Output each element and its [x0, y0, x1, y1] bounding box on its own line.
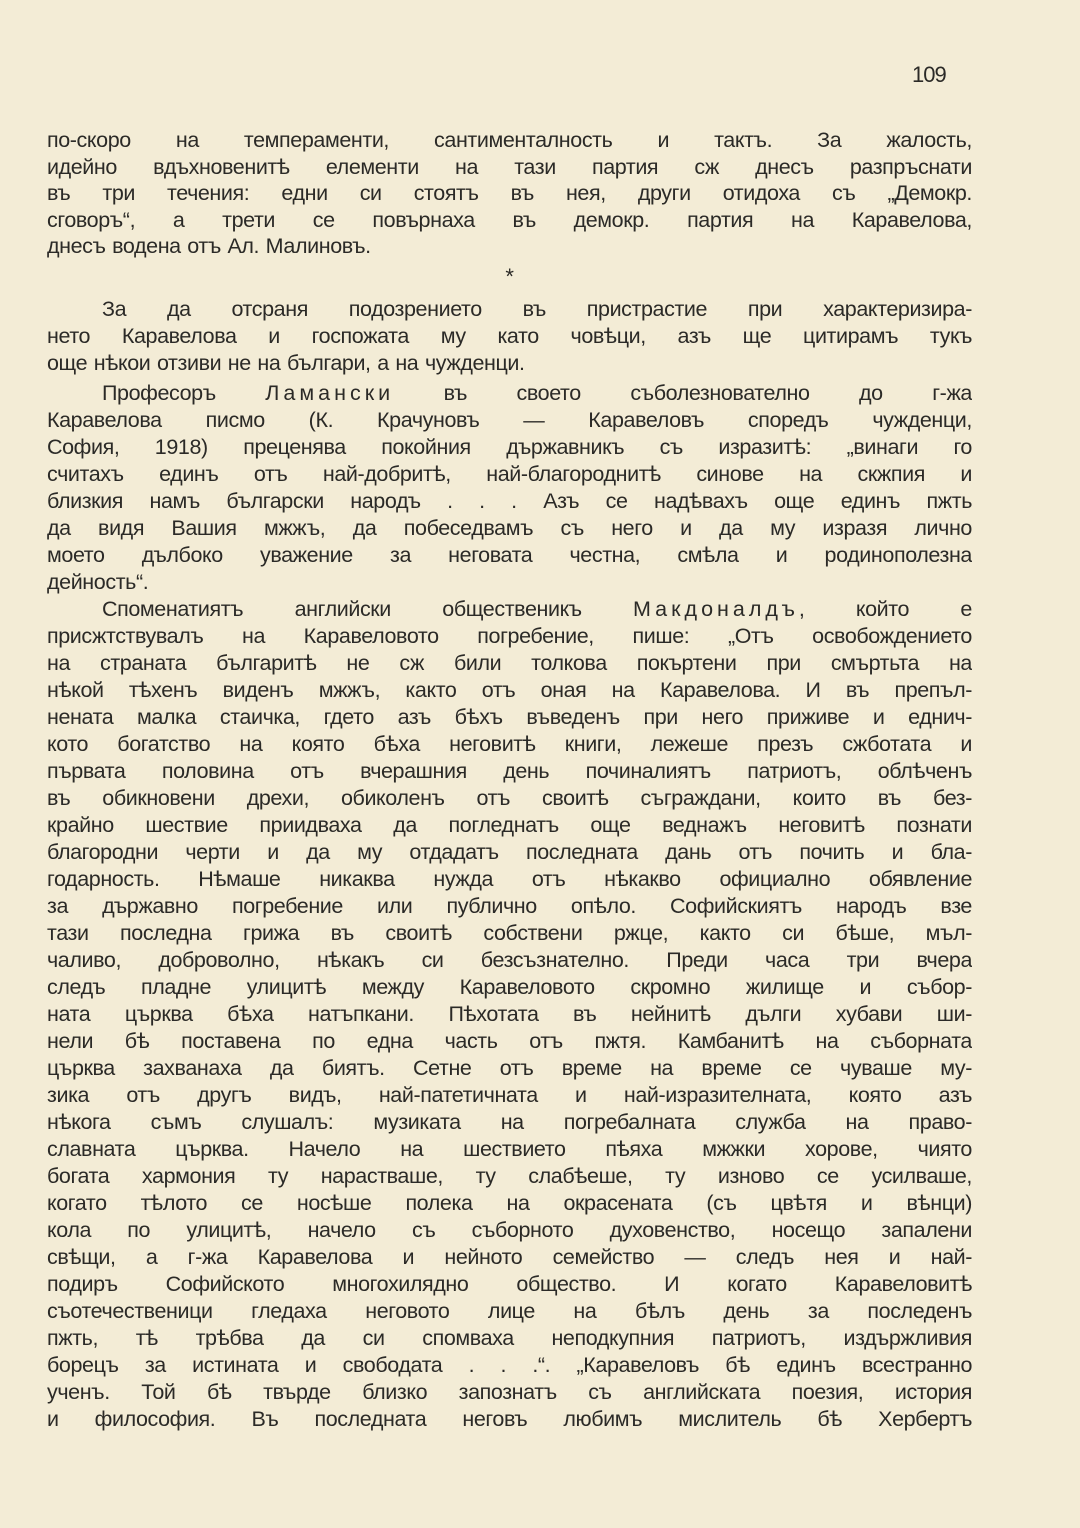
- text-line: да видя Вашия мжжъ, да побеседвамъ съ него и да му изразя лично: [47, 515, 972, 540]
- text-line: ученъ. Той бѣ твърде близко запознатъ съ английската поезия, история: [47, 1379, 972, 1404]
- page-number: 109: [912, 62, 946, 87]
- text-line: [47, 596, 972, 623]
- text-line: за държавно погребение или публично опѣло. Софийскиятъ народъ взе: [47, 893, 972, 918]
- text-line: София, 1918) преценява покойния държавникъ съ изразитѣ: „винаги го: [47, 434, 972, 459]
- text-line: крайно шествие приидваха да погледнатъ още веднажъ неговитѣ познати: [47, 812, 972, 837]
- text-line: славната църква. Начело на шествието пѣяха мжжки хорове, чиято: [47, 1136, 972, 1161]
- text-line: богата хармония ту нарастваше, ту слабѣеше, ту изново се усилваше,: [47, 1163, 972, 1188]
- paragraph: [47, 596, 972, 1433]
- text-line: [47, 380, 972, 407]
- text-line: чаливо, доброволно, нѣкакъ си безсъзнателно. Преди часа три вчера: [47, 947, 972, 972]
- text-line: нената малка стаичка, гдето азъ бѣхъ въведенъ при него приживе и еднич-: [47, 704, 972, 729]
- text-line: кото богатство на която бѣха неговитѣ книги, лежеше презъ сжботата и: [47, 731, 972, 756]
- text-line: още нѣкои отзиви не на българи, а на чужденци.: [47, 350, 525, 375]
- text-segment: , който е: [798, 596, 972, 621]
- text-line: За да отсраня подозрението въ пристрастие при характеризира-: [102, 296, 972, 321]
- text-line: днесъ водена отъ Ал. Малиновъ.: [47, 234, 371, 258]
- text-segment: въ своето съболезнователно до г-жа: [394, 380, 972, 405]
- spaced-name: Макдоналдъ: [633, 596, 799, 621]
- text-segment: Споменатиятъ английски общественикъ: [102, 596, 634, 621]
- spaced-name: Ламански: [265, 380, 395, 405]
- text-line: по-скоро на темпераменти, сантименталность и тактъ. За жалость,: [47, 128, 972, 152]
- text-line: сговоръ“, а трети се повърнаха въ демокр. партия на Каравелова,: [47, 207, 972, 232]
- text-line: моето дълбоко уважение за неговата честна, смѣла и родинополезна: [47, 542, 972, 567]
- text-line: нѣкога съмъ слушалъ: музиката на погребалната служба на право-: [47, 1109, 972, 1134]
- text-line: подиръ Софийското многохилядно общество. И когато Каравеловитѣ: [47, 1271, 972, 1296]
- text-line: въ три течения: едни си стоятъ въ нея, други отидоха съ „Демокр.: [47, 181, 972, 205]
- text-line: въ обикновени дрехи, обиколенъ отъ своитѣ съграждани, които въ без-: [47, 785, 972, 810]
- text-line: близкия намъ български народъ . . . Азъ се надѣвахъ още единъ пжть: [47, 488, 972, 513]
- paragraph: [47, 380, 972, 596]
- paragraph: [47, 127, 972, 260]
- text-segment: Професоръ: [102, 380, 266, 405]
- text-line: свѣщи, а г-жа Каравелова и нейното семейство — следъ нея и най-: [47, 1244, 972, 1269]
- text-line: идейно вдъхновенитѣ елементи на тази партия сж днесъ разпръснати: [47, 154, 972, 179]
- text-line: ната църква бѣха натъпкани. Пѣхотата въ нейнитѣ дълги хубави ши-: [47, 1001, 972, 1026]
- section-separator: *: [505, 263, 514, 289]
- text-line: кола по улицитѣ, начело съ съборното духовенство, носещо запалени: [47, 1217, 972, 1242]
- text-line: Каравелова писмо (К. Крачуновъ — Каравеловъ споредъ чужденци,: [47, 407, 972, 432]
- text-line: присжтствувалъ на Каравеловото погребение, пише: „Отъ освобождението: [47, 623, 972, 648]
- text-line: съотечественици гледаха неговото лице на бѣлъ день за последенъ: [47, 1298, 972, 1323]
- text-line: считахъ единъ отъ най-добритѣ, най-благороднитѣ синове на скжпия и: [47, 461, 972, 486]
- text-line: годарность. Нѣмаше никаква нужда отъ нѣкакво официално обявление: [47, 866, 972, 891]
- text-line: когато тѣлото се носѣше полека на окрасената (съ цвѣтя и вѣнци): [47, 1190, 972, 1215]
- text-line: нѣкой тѣхенъ виденъ мжжъ, както отъ оная на Каравелова. И въ препъл-: [47, 677, 972, 702]
- text-line: дейность“.: [47, 569, 149, 594]
- text-line: тази последна грижа въ своитѣ собствени ржце, както си бѣше, мъл-: [47, 920, 972, 945]
- text-line: следъ пладне улицитѣ между Каравеловото скромно жилище и събор-: [47, 974, 972, 999]
- body-text: [47, 127, 972, 1433]
- text-line: нели бѣ поставена по една часть отъ пжтя. Камбанитѣ на съборната: [47, 1028, 972, 1053]
- text-line: зика отъ другъ видъ, най-патетичната и най-изразителната, която азъ: [47, 1082, 972, 1107]
- text-line: борецъ за истината и свободата . . .“. „Каравеловъ бѣ единъ всестранно: [47, 1352, 972, 1377]
- text-line: благородни черти и да му отдадатъ последната дань отъ почить и бла-: [47, 839, 972, 864]
- text-line: на страната българитѣ не сж били толкова покъртени при смъртьта на: [47, 650, 972, 675]
- text-line: пжть, тѣ трѣбва да си спомваха неподкупния патриотъ, издържливия: [47, 1325, 972, 1350]
- text-line: църква захванаха да биятъ. Сетне отъ време на време се чуваше му-: [47, 1055, 972, 1080]
- text-line: и философия. Въ последната неговъ любимъ мислитель бѣ Хербертъ: [47, 1406, 972, 1431]
- text-line: нето Каравелова и госпожата му като човѣци, азъ ще цитирамъ тукъ: [47, 323, 972, 348]
- text-line: първата половина отъ вчерашния день починалиятъ патриотъ, облѣченъ: [47, 758, 972, 783]
- paragraph: [47, 296, 972, 377]
